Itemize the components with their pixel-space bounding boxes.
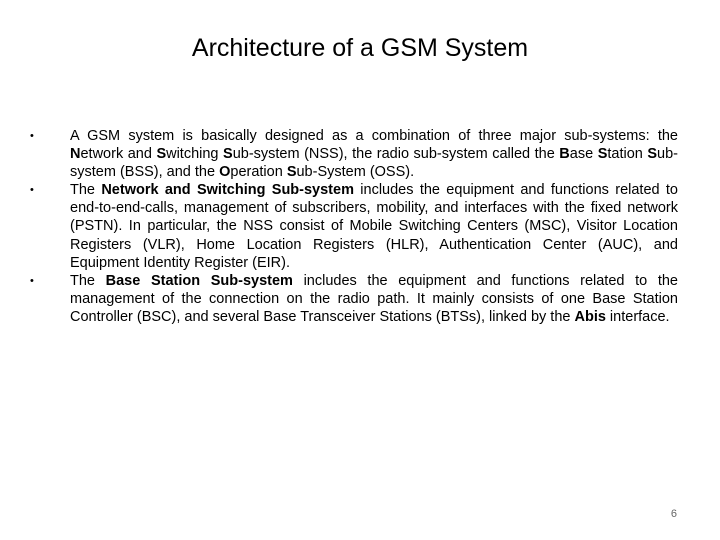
text-run: The [70,272,106,289]
bullet-dot: • [30,274,34,287]
text-run: ub-system (NSS), the radio sub-system called the [232,146,560,163]
bold-text-run: Network and Switching Sub-system [101,182,354,199]
bold-text-run: S [597,146,608,163]
bold-text-run: Base Station Sub-system [105,272,293,289]
text-run: interface. [605,308,670,325]
text-run: etwork and [80,146,157,163]
bold-text-run: B [559,146,570,163]
bold-text-run: N [70,146,81,163]
text-run: peration [230,164,287,181]
text-run: The [70,182,102,199]
text-run: includes the equipment and functions related to end-to-end-calls, management of subscribers, mobility, and interfaces with the fixed network (PSTN). In particular, the NSS consist of Mobile Switching Centers (MSC), Visitor Location Registers (VLR), Home Location Registers (HLR), Authentication Center (AUC), and Equipment Identity Register (EIR). [70,182,678,271]
bullet-dot: • [30,130,34,142]
bold-text-run: Abis [574,308,606,325]
bullet-text [70,272,678,326]
slide-title: Architecture of a GSM System [191,34,529,62]
bold-text-run: S [223,146,233,163]
bullet-item [30,181,678,271]
bullet-item [30,272,678,326]
text-run: witching [166,146,224,163]
bold-text-run: O [219,164,231,181]
bullet-dot: • [30,184,34,197]
bullet-text [70,181,678,271]
bold-text-run: S [156,146,167,163]
text-run: ase [569,146,598,163]
text-run: includes the equipment and functions related to the management of the connection on the radio path. It mainly consists of one Base Station Controller (BSC), and several Base Transceiver Stations (BTSs), linked by the [70,272,678,325]
page-number: 6 [670,508,677,520]
text-run: A GSM system is basically designed as a combination of three major sub-systems: the [70,128,678,144]
bold-text-run: S [647,146,658,163]
text-run: ub-system (BSS), and the [70,146,678,181]
text-run: ub-System (OSS). [296,164,415,181]
text-run: tation [607,146,648,163]
bullet-list [30,127,678,326]
bullet-item [30,127,678,181]
bold-text-run: S [286,164,297,181]
bullet-text [70,127,678,181]
